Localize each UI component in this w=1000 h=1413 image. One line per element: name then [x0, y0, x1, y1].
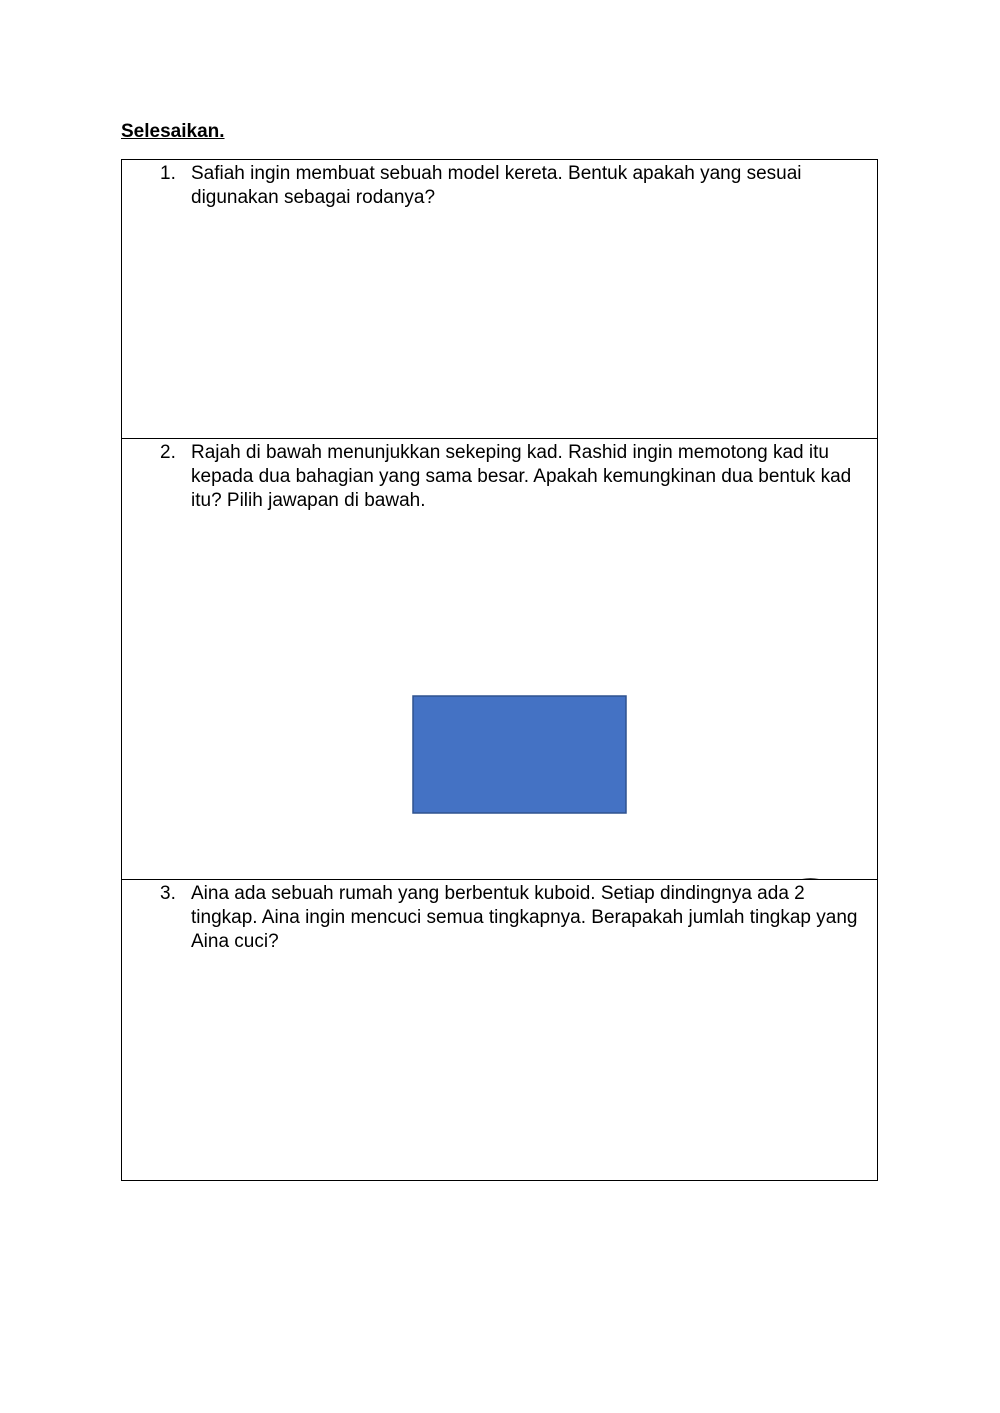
question-cell-1	[122, 160, 877, 439]
worksheet-heading: Selesaikan.	[121, 121, 225, 142]
question-cell-2	[122, 439, 877, 880]
question-1-number: 1.	[160, 163, 176, 184]
question-2-number: 2.	[160, 442, 176, 463]
question-3-text: Aina ada sebuah rumah yang berbentuk kuboid. Setiap dindingnya ada 2 tingkap. Aina ingin mencuci semua tingkapnya. Berapakah jumlah tingkap yang Aina cuci?	[191, 883, 858, 952]
card-rectangle	[413, 696, 626, 813]
shapes-figure	[122, 439, 877, 879]
question-1-text: Safiah ingin membuat sebuah model kereta. Bentuk apakah yang sesuai digunakan sebagai rodanya?	[191, 163, 802, 208]
question-cell-3	[122, 880, 877, 1180]
question-2-text: Rajah di bawah menunjukkan sekeping kad. Rashid ingin memotong kad itu kepada dua bahagian yang sama besar. Apakah kemungkinan dua bentuk kad itu? Pilih jawapan di bawah.	[191, 442, 852, 511]
question-table	[121, 159, 878, 1181]
question-3-number: 3.	[160, 883, 176, 904]
